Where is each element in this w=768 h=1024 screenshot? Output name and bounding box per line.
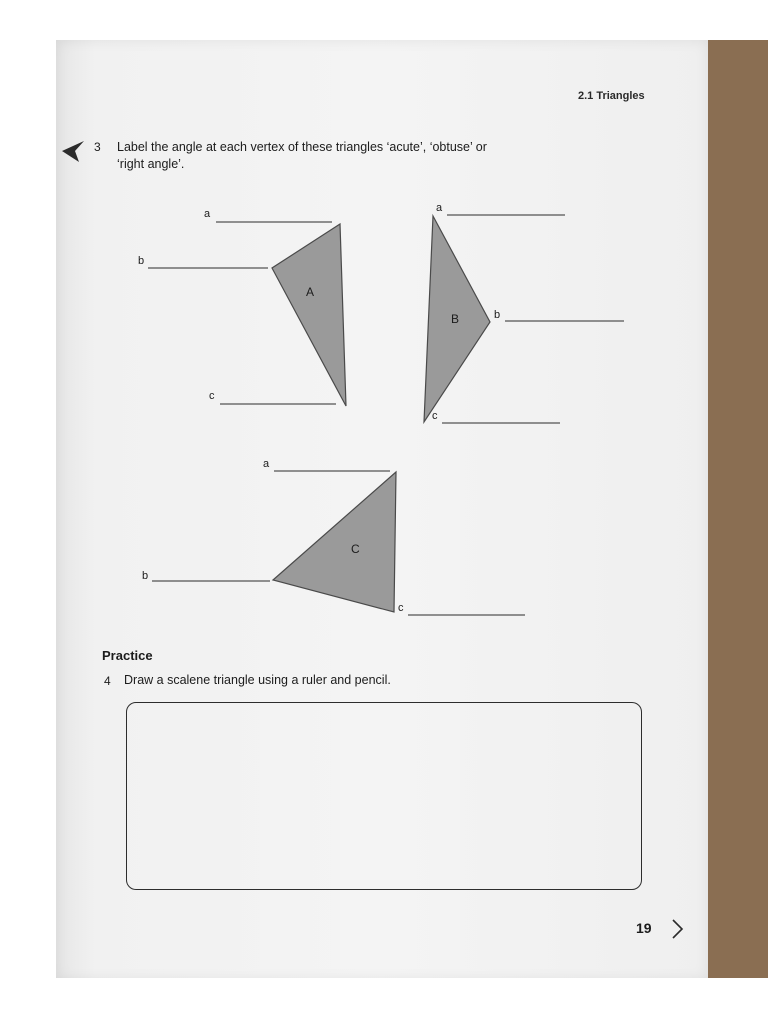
triangle-a-shape: [272, 224, 346, 406]
triangle-b-label-b: b: [494, 309, 501, 321]
triangle-a: [138, 208, 346, 406]
question-3-text: Label the angle at each vertex of these triangles ‘acute’, ‘obtuse’ or ‘right angle’.: [117, 140, 487, 171]
triangle-c-label-c: c: [398, 602, 404, 614]
chevron-right-icon: [670, 918, 686, 940]
page-number: 19: [636, 920, 652, 936]
triangle-c: [142, 458, 525, 615]
triangle-c-label-b: b: [142, 570, 149, 582]
triangle-c-name: C: [351, 542, 360, 556]
triangle-a-name: A: [306, 285, 315, 299]
triangle-a-label-b: b: [138, 255, 145, 267]
drawing-answer-box[interactable]: [126, 702, 642, 890]
question-3-number: 3: [94, 140, 101, 154]
section-header: 2.1 Triangles: [578, 90, 645, 102]
triangle-c-label-a: a: [263, 458, 270, 470]
triangle-b-label-a: a: [436, 202, 443, 214]
triangle-c-shape: [273, 472, 396, 612]
triangle-a-label-c: c: [209, 390, 215, 402]
question-4-number: 4: [104, 674, 111, 688]
triangle-b: [424, 202, 624, 423]
practice-heading: Practice: [102, 648, 153, 663]
triangle-a-label-a: a: [204, 208, 211, 220]
question-4-text: Draw a scalene triangle using a ruler and pencil.: [124, 673, 391, 687]
triangle-b-label-c: c: [432, 410, 438, 422]
triangle-b-name: B: [451, 312, 460, 326]
